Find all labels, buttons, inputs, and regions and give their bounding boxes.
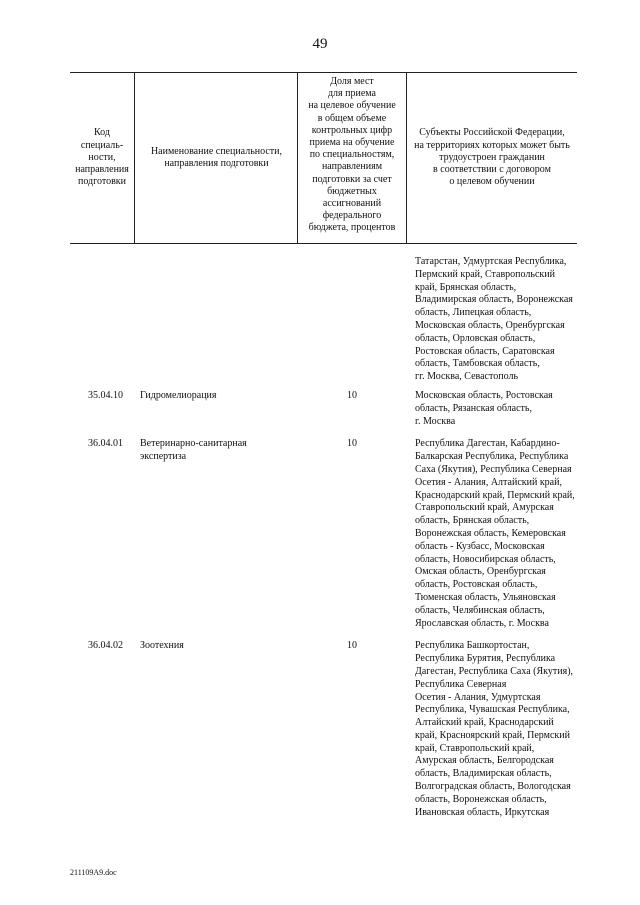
header-name: Наименование специальности, направления подготовки (134, 73, 298, 243)
row-subjects: Республика Башкортостан, Республика Бурятия, Республика Дагестан, Республика Саха (Якутия), Республика Северная Осетия - Алания, Удмуртская Республика, Чувашская Республика, Алтайский край, Краснодарский край, Красноярский край, Пермский край, Ставропольский край, Амурская область, Белгородская область, Владимирская область, Волгоградская область, Вологодская область, Воронежская область, Ивановская область, Иркутская (415, 640, 574, 818)
row-subjects: Республика Дагестан, Кабардино- Балкарская Республика, Республика Саха (Якутия), Республика Северная Осетия - Алания, Алтайский край, Краснодарский край, Пермский край, Ставропольский край, Амурская область, Брянская область, Воронежская область, Кемеровская область - Кузбасс, Московская область, Новосибирская область, Омская область, Оренбургская область, Ростовская область, Тюменская область, Ульяновская область, Челябинская область, Ярославская область, г. Москва (415, 438, 575, 629)
table-row (70, 256, 577, 384)
row-share (297, 256, 407, 384)
header-share: Доля мест для приема на целевое обучение в общем объеме контрольных цифр приема на обучение по специальностям, направлениям подготовки за счет бюджетных ассигнований федерального бюджета, процентов (297, 73, 407, 243)
table-header (70, 72, 577, 244)
table-row (70, 640, 577, 819)
row-name: Ветеринарно-санитарная экспертиза (140, 438, 247, 463)
table-row (70, 390, 577, 428)
row-share: 10 (347, 389, 357, 401)
table-body (70, 256, 577, 819)
row-name: Гидромелиорация (140, 389, 217, 401)
row-code: 36.04.01 (88, 438, 123, 450)
row-share: 10 (347, 640, 357, 652)
table-row (70, 438, 577, 630)
row-code (70, 256, 140, 384)
row-code: 36.04.02 (88, 640, 123, 652)
row-subjects: Татарстан, Удмуртская Республика, Пермский край, Ставропольский край, Брянская область, Владимирская область, Воронежская область, Липецкая область, Московская область, Оренбургская область, Орловская область, Ростовская область, Саратовская область, Тамбовская область, гг. Москва, Севастополь (415, 256, 573, 383)
row-share: 10 (347, 438, 357, 450)
page-number: 49 (312, 36, 328, 52)
document-footer: 211109A9.doc (70, 868, 117, 877)
row-code: 35.04.10 (88, 389, 123, 401)
row-subjects: Московская область, Ростовская область, Рязанская область, г. Москва (415, 389, 553, 427)
header-subjects: Субъекты Российской Федерации, на территориях которых может быть трудоустроен гражданин в соответствии с договором о целевом обучении (414, 127, 570, 188)
row-name: Зоотехния (140, 640, 184, 652)
header-code: Код специаль- ности, направления подготовки (75, 127, 129, 188)
row-name (140, 256, 297, 384)
